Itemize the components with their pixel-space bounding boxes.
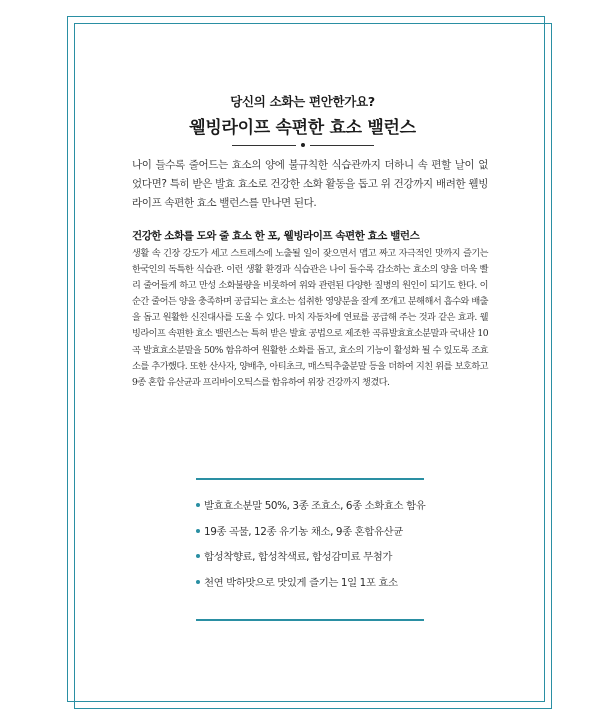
features-bottom-rule [196,619,424,621]
bullet-icon [196,503,200,507]
feature-item [196,497,456,523]
divider-line-left [232,145,296,146]
feature-text: 합성착향료, 합성착색료, 합성감미료 무첨가 [204,551,392,563]
page-title: 웰빙라이프 속편한 효소 밸런스 [189,118,416,138]
bullet-icon [196,554,200,558]
divider-dot [301,143,305,147]
section-body: 생활 속 긴장 강도가 세고 스트레스에 노출될 일이 잦으면서 맵고 짜고 자극적인 맛까지 즐기는 한국인의 독특한 식습관. 이런 생활 환경과 식습관은 나이 들수록 감소하는 효소의 양을 더욱 빨리 줄어들게 하고 만성 소화불량을 비롯하여 위와 관련된 다양한 질병의 원인이 되기도 한다. 이 순간 줄어든 양을 충족하며 공급되는 효소는 섭취한 영양분을 잘게 쪼개고 분해해서 흡수와 배출을 돕고 원활한 신진대사를 도울 수 있다. 마치 자동차에 연료를 공급해 주는 것과 같은 효과. 웰빙라이프 속편한 효소 밸런스는 특허 받은 발효 공법으로 제조한 곡류발효효소분말과 국내산 10곡 발효효소분말을 50% 함유하여 원활한 소화를 돕고, 효소의 기능이 활성화 될 수 있도록 조효소를 추가했다. 또한 산사자, 양배추, 아티초크, 매스틱추출분말 등을 더하여 지친 위를 보호하고 9종 혼합 유산균과 프리바이오틱스를 함유하여 위장 건강까지 챙겼다. [132,248,488,388]
title-divider [232,142,374,149]
feature-item [196,548,456,574]
feature-text: 천연 박하맛으로 맛있게 즐기는 1일 1포 효소 [204,576,398,589]
feature-list [196,497,456,599]
feature-item [196,574,456,600]
bullet-icon [196,529,200,533]
feature-text: 19종 곡물, 12종 유기농 채소, 9종 혼합유산균 [204,525,403,538]
features-top-rule [196,478,424,480]
feature-item [196,523,456,549]
page-subtitle: 당신의 소화는 편안한가요? [230,94,375,109]
feature-text: 발효효소분말 50%, 3종 조효소, 6종 소화효소 함유 [204,500,426,512]
section-heading: 건강한 소화를 도와 줄 효소 한 포, 웰빙라이프 속편한 효소 밸런스 [132,230,420,242]
bullet-icon [196,580,200,584]
intro-paragraph: 나이 들수록 줄어드는 효소의 양에 불규칙한 식습관까지 더하니 속 편할 날이 없었다면? 특히 받은 발효 효소로 건강한 소화 활동을 돕고 위 건강까지 배려한 웰빙라이프 속편한 효소 밸런스를 만나면 된다. [132,159,488,209]
divider-line-right [310,145,374,146]
